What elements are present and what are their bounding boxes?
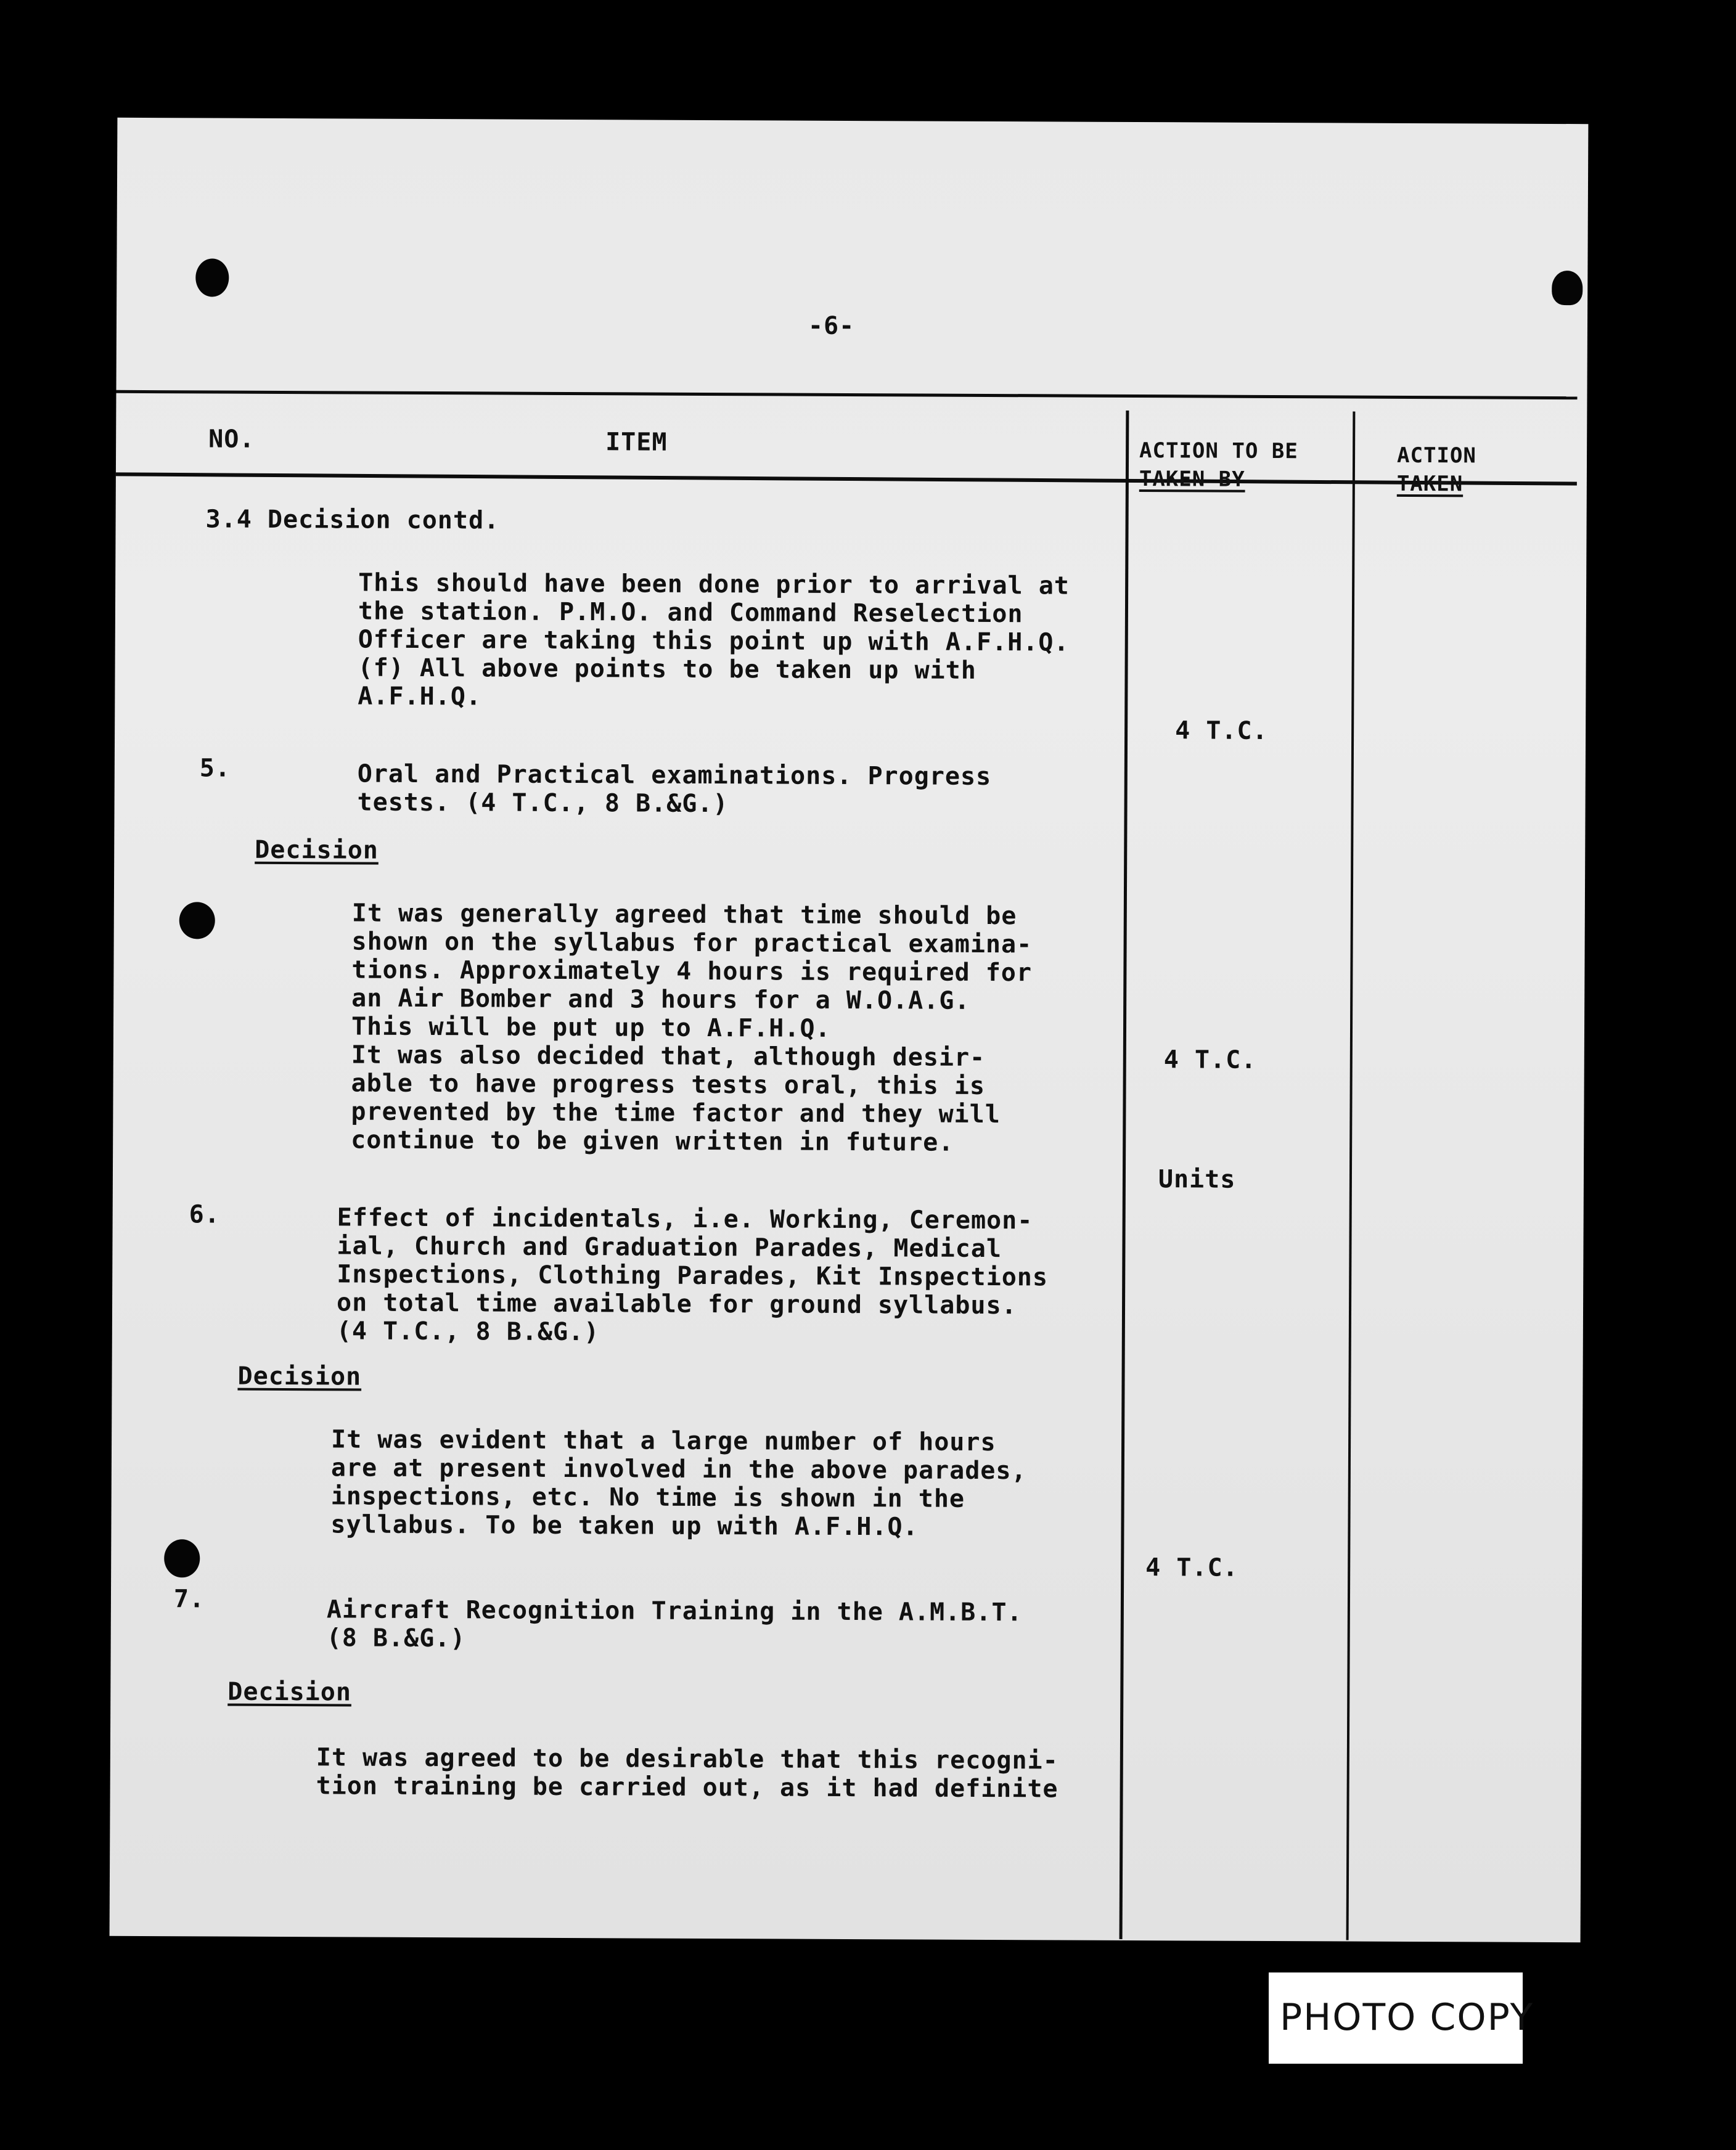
item-5-number: 5. [199, 754, 231, 783]
punch-hole [195, 258, 229, 296]
item-5-action-2: Units [1158, 1165, 1236, 1194]
item-5-action-1: 4 T.C. [1163, 1045, 1257, 1074]
header-action-taken: ACTION TAKEN [1396, 443, 1476, 497]
item-7-decision-text: It was agreed to be desirable that this recogni- tion training be carried out, as it had definite [316, 1743, 1058, 1804]
item-7-number: 7. [173, 1585, 205, 1614]
item-6-text: Effect of incidentals, i.e. Working, Ceremon- ial, Church and Graduation Parades, Medical Inspections, Clothing Parades, Kit Inspections on total time available for ground syllabus. (4 T.C., 8 B.&G.) [336, 1203, 1049, 1347]
punch-hole [179, 902, 215, 939]
table-top-rule [110, 390, 1577, 399]
item-6-action: 4 T.C. [1145, 1553, 1239, 1582]
header-item: ITEM [605, 428, 668, 457]
document-page [110, 118, 1589, 1942]
item-5-decision-label: Decision [255, 835, 379, 865]
punch-hole [1552, 271, 1582, 305]
header-action-taken-by: ACTION TO BE TAKEN BY [1139, 438, 1298, 492]
item-5-decision-text: It was generally agreed that time should be shown on the syllabus for practical examina- tions. Approximately 4 hours is required for an Air Bomber and 3 hours for a W.O.A.G. This will be put up to A.F.H.Q. It was also decided that, although desir- able to have progress tests oral, this is prevented by the time factor and they will continue to be given written in future. [351, 899, 1033, 1157]
table-header-rule [110, 472, 1577, 485]
column-divider-left [1120, 411, 1129, 1939]
item-7-decision-label: Decision [227, 1677, 352, 1707]
item-6-decision-text: It was evident that a large number of hours are at present involved in the above parades, inspections, etc. No time is shown in the syllabus. To be taken up with A.F.H.Q. [330, 1425, 1027, 1542]
item-3-4-text: This should have been done prior to arrival at the station. P.M.O. and Command Reselection Officer are taking this point up with A.F.H.Q. (f) All above points to be taken up with A.F.H.Q. [358, 568, 1070, 711]
item-3-4-action: 4 T.C. [1175, 716, 1268, 745]
item-7-text: Aircraft Recognition Training in the A.M.B.T. (8 B.&G.) [326, 1595, 1023, 1653]
item-6-number: 6. [189, 1200, 220, 1229]
header-no: NO. [208, 425, 255, 454]
punch-hole [164, 1539, 200, 1577]
photocopy-stamp-text: PHOTO COPY [1280, 1996, 1534, 2039]
page-number: -6- [808, 311, 855, 341]
column-divider-right [1346, 412, 1356, 1940]
item-6-decision-label: Decision [237, 1362, 362, 1391]
item-3-4-heading: 3.4 Decision contd. [205, 505, 500, 535]
item-5-text: Oral and Practical examinations. Progress tests. (4 T.C., 8 B.&G.) [357, 759, 992, 819]
photocopy-stamp [1269, 1972, 1534, 2064]
